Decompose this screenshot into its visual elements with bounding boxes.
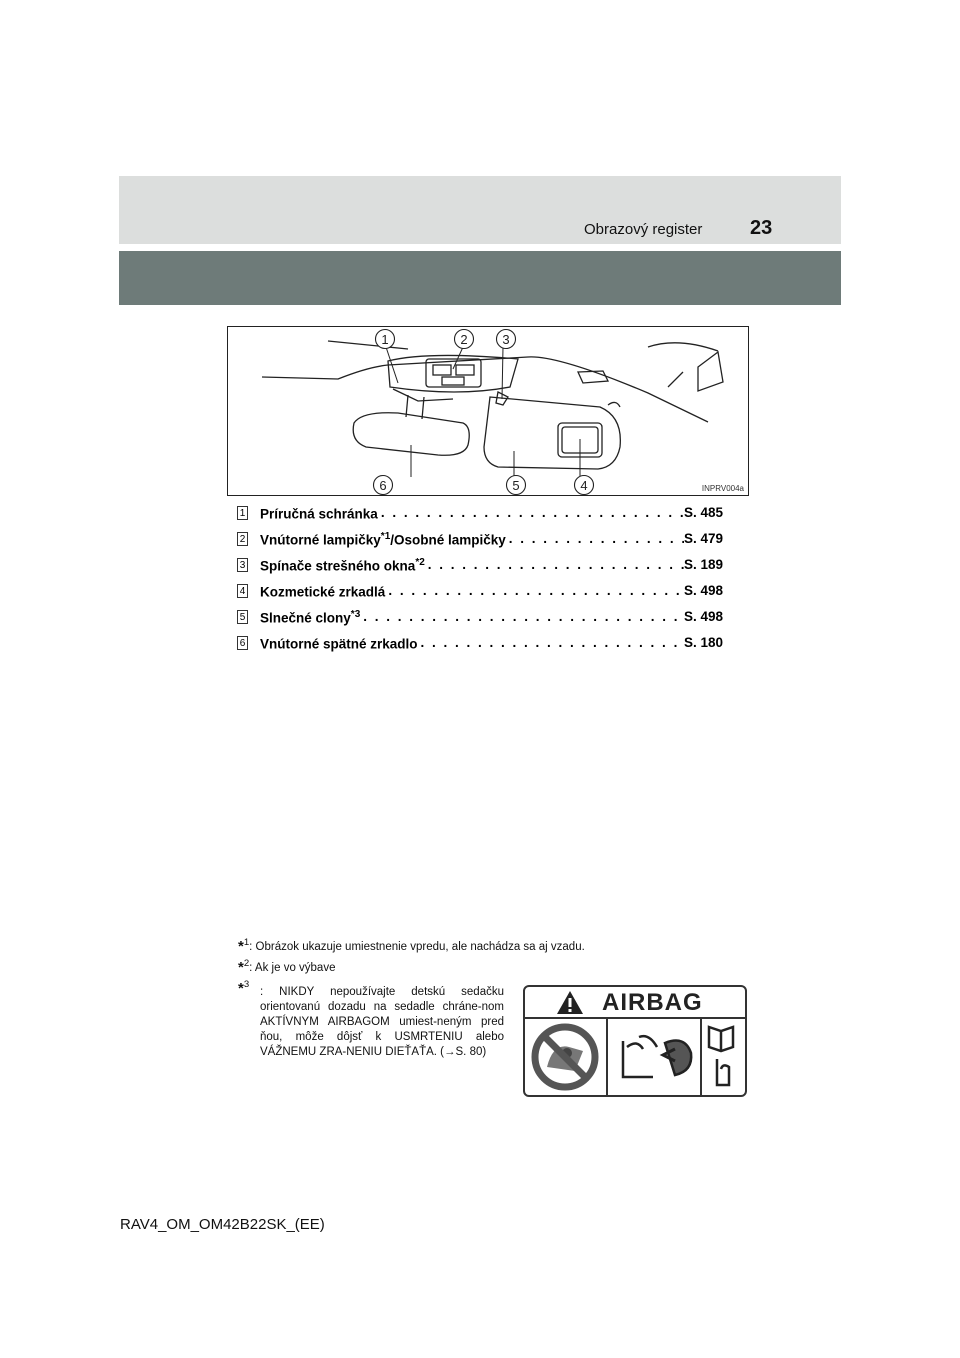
page-number: 23 [750, 217, 773, 239]
item-number: 3 [237, 558, 248, 572]
list-item [237, 635, 723, 661]
callout-2: 2 [460, 332, 468, 347]
airbag-title: AIRBAG [602, 989, 703, 1016]
leader-dots [506, 531, 684, 546]
page-reference: S. 479 [683, 531, 723, 546]
figure-code: INPRV004a [701, 484, 744, 493]
page-reference: S. 498 [683, 583, 723, 598]
manual-reference-icon [709, 1027, 733, 1085]
callout-3: 3 [502, 332, 510, 347]
no-child-seat-icon [535, 1027, 595, 1087]
item-label: Vnútorné lampičky$^{*1}$/Osobné lampičky [260, 531, 506, 548]
item-number: 1 [237, 506, 248, 520]
component-list [237, 505, 723, 661]
section-title: Obrazový register [584, 221, 703, 238]
callout-4: 4 [580, 478, 588, 493]
list-item [237, 505, 723, 531]
callout-5: 5 [512, 478, 520, 493]
item-number: 4 [237, 584, 248, 598]
header-band [119, 176, 841, 244]
airbag-label-header [525, 987, 745, 1019]
leader-dots [418, 635, 684, 650]
page-reference: S. 189 [683, 557, 723, 572]
list-item [237, 531, 723, 557]
seat-airbag-icon [623, 1036, 691, 1077]
item-label: Spínače strešného okna$^{*2}$ [260, 557, 425, 574]
leader-dots [378, 505, 684, 520]
airbag-pictogram-drawing [525, 1019, 745, 1095]
item-label: Vnútorné spätné zrkadlo [260, 636, 418, 652]
item-number: 5 [237, 610, 248, 624]
document-code: RAV4_OM_OM42B22SK_(EE) [120, 1216, 325, 1233]
leader-dots [425, 557, 684, 572]
footnote-3-text: : NIKDY nepoužívajte detskú sedačku orientovanú dozadu na sedadle chráne-nom AKTÍVNYM AIRBAGOM umiest-neným pred ňou, môže dôjsť k USMRTENIU alebo VÁŽNEMU ZRA-NENIU DIEŤAŤA. (→S. 80) [260, 986, 504, 1058]
leader-dots [385, 583, 684, 598]
header-dark-band [119, 251, 841, 305]
page-reference: S. 485 [683, 505, 723, 520]
list-item [237, 557, 723, 583]
footnote-1: *$^1$: Obrázok ukazuje umiestnenie vpredu, ale nachádza sa aj vzadu. [238, 937, 585, 955]
leader-dots [360, 609, 684, 624]
item-number: 6 [237, 636, 248, 650]
footnote-2: *$^2$: Ak je vo výbave [238, 958, 336, 976]
page-reference: S. 498 [683, 609, 723, 624]
illustration-drawing [228, 327, 750, 497]
airbag-warning-label [523, 985, 747, 1097]
callout-1: 1 [381, 332, 389, 347]
callout-6: 6 [379, 478, 387, 493]
overhead-console-illustration [227, 326, 749, 496]
item-label: Slnečné clony$^{*3}$ [260, 609, 361, 626]
list-item [237, 583, 723, 609]
page-reference: S. 180 [683, 635, 723, 650]
warning-triangle-icon [555, 989, 585, 1017]
airbag-pictograms [525, 1019, 745, 1095]
item-label: Kozmetické zrkadlá [260, 584, 386, 600]
item-number: 2 [237, 532, 248, 546]
item-label: Príručná schránka [260, 506, 378, 522]
list-item [237, 609, 723, 635]
